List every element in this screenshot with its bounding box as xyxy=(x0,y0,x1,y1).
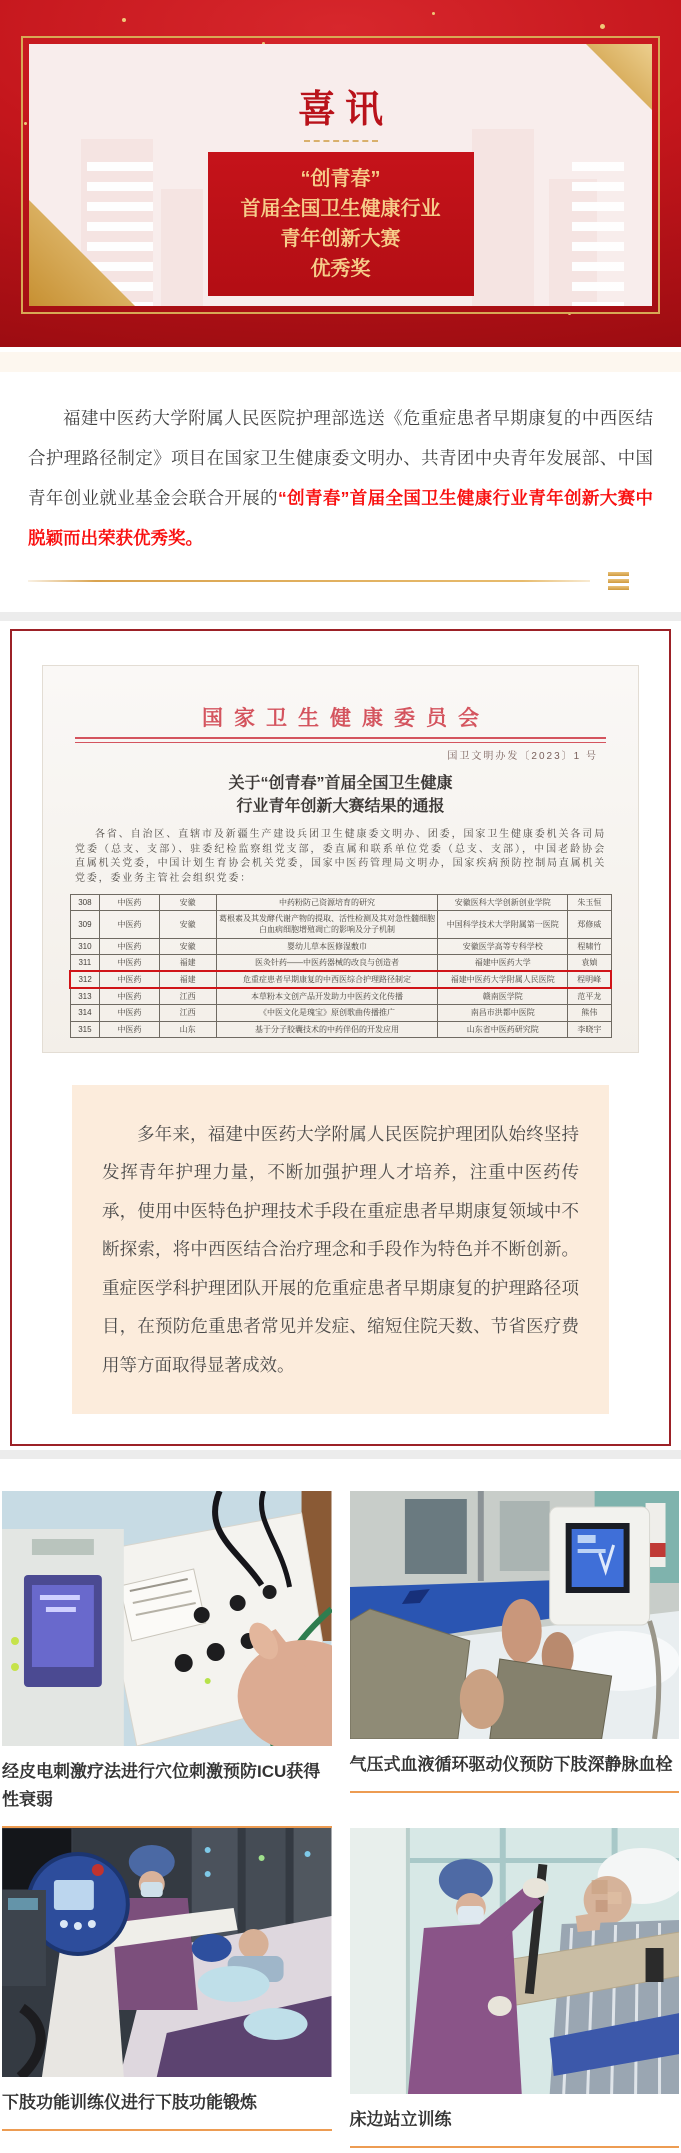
table-row: 309 中医药 安徽 葛根素及其发酵代谢产物的提取、活性检测及其对急性髓细胞白血病细胞增殖凋亡的影响及分子机制 中国科学技术大学附属第一医院 郑修威 xyxy=(70,911,611,938)
document-red-rule xyxy=(75,737,606,743)
city-silhouette xyxy=(472,129,534,306)
doc-table-body xyxy=(70,895,611,1038)
document-body-text: 各省、自治区、直辖市及新疆生产建设兵团卫生健康委文明办、团委，国家卫生健康委机关各司局党委（总支、支部）、驻委纪检监察组党支部，委直属和联系单位党委（总支、支部），中国老龄协会直属机关党委，中国计划生育协会机关党委，国家中医药管理局文明办，国家疾病预防控制局直属机关党委，委业务主管社会组织党委： xyxy=(75,829,606,884)
photo-figure-standing-training xyxy=(350,1828,680,2148)
cream-separator xyxy=(0,352,681,372)
gray-separator xyxy=(0,612,681,621)
document-award-table xyxy=(69,894,612,1038)
table-row: 313 中医药 江西 本草粉本文创产品开发助力中医药文化传播 赣南医学院 范平龙 xyxy=(70,988,611,1005)
menu-bars-icon xyxy=(608,572,629,590)
photo-tens-therapy[interactable] xyxy=(2,1491,332,1746)
intro-highlight-text: “创青春”首届全国卫生健康行业青年创新大赛中脱颖而出荣获优秀奖。 xyxy=(28,488,653,548)
photo-caption: 床边站立训练 xyxy=(350,2106,680,2148)
window-lines-decoration xyxy=(572,162,624,306)
section-divider xyxy=(28,564,653,598)
gray-separator xyxy=(0,1450,681,1459)
table-row: 308 中医药 安徽 中药粉防己资源培育的研究 安徽医科大学创新创业学院 朱玉恒 xyxy=(70,895,611,911)
document-section xyxy=(10,629,671,1446)
banner-panel xyxy=(29,44,652,306)
award-banner xyxy=(0,0,681,347)
table-row: 310 中医药 安徽 婴幼儿草本医修湿敷巾 安徽医学高等专科学校 程啸竹 xyxy=(70,938,611,954)
photo-caption: 气压式血液循环驱动仪预防下肢深静脉血栓 xyxy=(350,1751,680,1793)
photo-figure-pressure-cuffs xyxy=(350,1491,680,1828)
sparkle-icon xyxy=(122,18,126,22)
table-row: 311 中医药 福建 医灸针药——中医药器械的改良与创造者 福建中医药大学 袁媜 xyxy=(70,954,611,971)
photo-standing-training[interactable] xyxy=(350,1828,680,2094)
award-line: “创青春” xyxy=(300,168,381,190)
sparkle-icon xyxy=(600,24,605,29)
table-row: 315 中医药 山东 基于分子胶囊技术的中药伴侣的开发应用 山东省中医药研究院 李晓宇 xyxy=(70,1021,611,1037)
gold-line xyxy=(28,580,590,582)
photo-pressure-cuffs[interactable] xyxy=(350,1491,680,1739)
photo-figure-tens-therapy xyxy=(2,1491,332,1828)
document-title: 关于“创青春”首届全国卫生健康 行业青年创新大赛结果的通报 xyxy=(228,775,453,815)
table-row: 314 中医药 江西 《中医文化是瑰宝》原创歌曲传播推广 南昌市洪都中医院 熊伟 xyxy=(70,1005,611,1021)
intro-text: 福建中医药大学附属人民医院护理部选送《危重症患者早期康复的中西医结合护理路径制定》项目在国家卫生健康委文明办、共青团中央青年发展部、中国青年创业就业基金会联合开展的 xyxy=(28,408,653,508)
city-silhouette xyxy=(161,189,203,306)
table-row: 312 中医药 福建 危重症患者早期康复的中西医综合护理路径制定 福建中医药大学附属人民医院 程明峰 xyxy=(70,971,611,988)
dotted-divider xyxy=(304,140,378,142)
award-line: 首届全国卫生健康行业 xyxy=(240,198,441,220)
award-line: 青年创新大赛 xyxy=(280,228,401,250)
banner-title: 喜讯 xyxy=(297,89,392,131)
document-number: 国卫文明办发〔2023〕1 号 xyxy=(447,751,598,762)
official-document-image[interactable] xyxy=(42,665,639,1053)
photo-figure-leg-trainer xyxy=(2,1828,332,2148)
award-line: 优秀奖 xyxy=(310,258,371,280)
sparkle-icon xyxy=(432,12,435,15)
photo-caption: 下肢功能训练仪进行下肢功能锻炼 xyxy=(2,2089,332,2131)
award-name-box xyxy=(208,152,474,296)
intro-paragraph xyxy=(28,398,653,558)
photo-caption: 经皮电刺激疗法进行穴位刺激预防ICU获得性衰弱 xyxy=(2,1758,332,1828)
photo-leg-trainer[interactable] xyxy=(2,1828,332,2077)
photo-grid xyxy=(0,1459,681,2153)
document-agency-title: 国家卫生健康委员会 xyxy=(202,707,490,730)
summary-paragraph: 多年来，福建中医药大学附属人民医院护理团队始终坚持发挥青年护理力量，不断加强护理人才培养，注重中医药传承，使用中医特色护理技术手段在重症患者早期康复领域中不断探索，将中西医结合治疗理念和手段作为特色并不断创新。重症医学科护理团队开展的危重症患者早期康复的护理路径项目，在预防危重患者常见并发症、缩短住院天数、节省医疗费用等方面取得显著成效。 xyxy=(72,1085,609,1415)
